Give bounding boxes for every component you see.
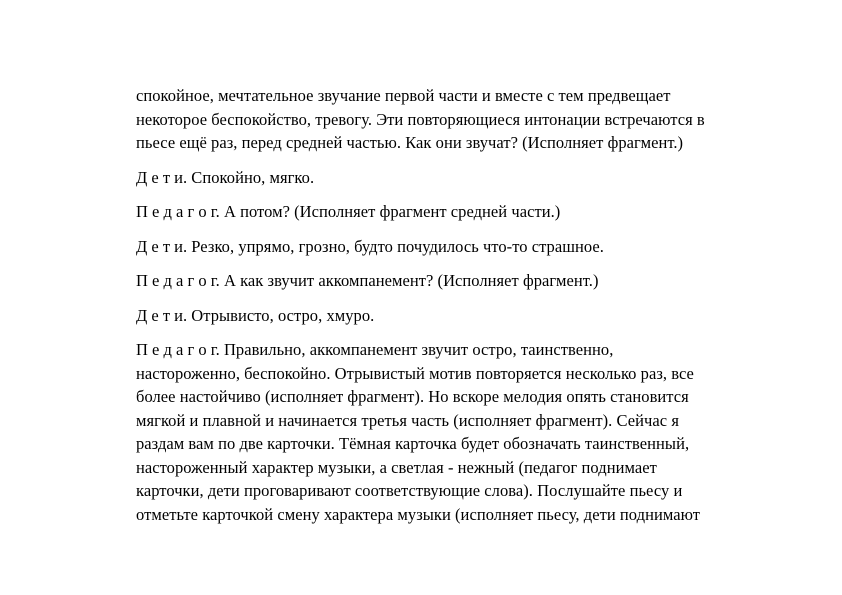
speaker-teacher: П е д а г о г. [136, 340, 220, 359]
dialogue-text: А как звучит аккомпанемент? (Исполняет фрагмент.) [219, 271, 599, 290]
text-line [136, 304, 756, 328]
speaker-children: Д е т и. [136, 236, 188, 256]
dialogue-children-2 [136, 235, 756, 259]
dialogue-text: Спокойно, мягко. [187, 167, 315, 187]
speaker-teacher: П е д а г о г. [136, 202, 220, 221]
dialogue-teacher-2 [136, 269, 756, 293]
speaker-children: Д е т и. [136, 305, 188, 325]
text-line: более настойчиво (исполняет фрагмент). Но вскоре мелодия опять становится [136, 387, 689, 406]
paragraph-intro [136, 84, 756, 155]
text-line: некоторое беспокойство, тревогу. Эти повторяющиеся интонации встречаются в [136, 109, 705, 129]
text-line [136, 235, 756, 259]
text-line [136, 166, 756, 190]
dialogue-text: А потом? (Исполняет фрагмент средней части.) [219, 202, 561, 221]
speaker-children: Д е т и. [136, 167, 188, 187]
text-line: раздам вам по две карточки. Тёмная карточка будет обозначать таинственный, [136, 434, 690, 453]
text-line: настороженно, беспокойно. Отрывистый мотив повторяется несколько раз, все [136, 363, 694, 383]
text-line: карточки, дети проговаривают соответствующие слова). Послушайте пьесу и [136, 481, 683, 500]
text-line: отметьте карточкой смену характера музыки (исполняет пьесу, дети поднимают [136, 504, 700, 524]
dialogue-text: Резко, упрямо, грозно, будто почудилось что-то страшное. [187, 236, 604, 256]
text-line [136, 200, 756, 224]
text-line: мягкой и плавной и начинается третья часть (исполняет фрагмент). Сейчас я [136, 410, 679, 430]
dialogue-teacher-3 [136, 338, 756, 526]
dialogue-children-3 [136, 304, 756, 328]
document-page [136, 84, 756, 537]
text-line: настороженный характер музыки, а светлая - нежный (педагог поднимает [136, 457, 657, 477]
dialogue-teacher-1 [136, 200, 756, 224]
dialogue-text: Отрывисто, остро, хмуро. [187, 305, 375, 325]
dialogue-children-1 [136, 166, 756, 190]
text-line [136, 269, 756, 293]
text-line [136, 338, 756, 362]
text-line: пьесе ещё раз, перед средней частью. Как они звучат? (Исполняет фрагмент.) [136, 133, 684, 152]
text-line: спокойное, мечтательное звучание первой части и вместе с тем предвещает [136, 86, 671, 105]
dialogue-text: Правильно, аккомпанемент звучит остро, таинственно, [219, 340, 614, 359]
speaker-teacher: П е д а г о г. [136, 271, 220, 290]
